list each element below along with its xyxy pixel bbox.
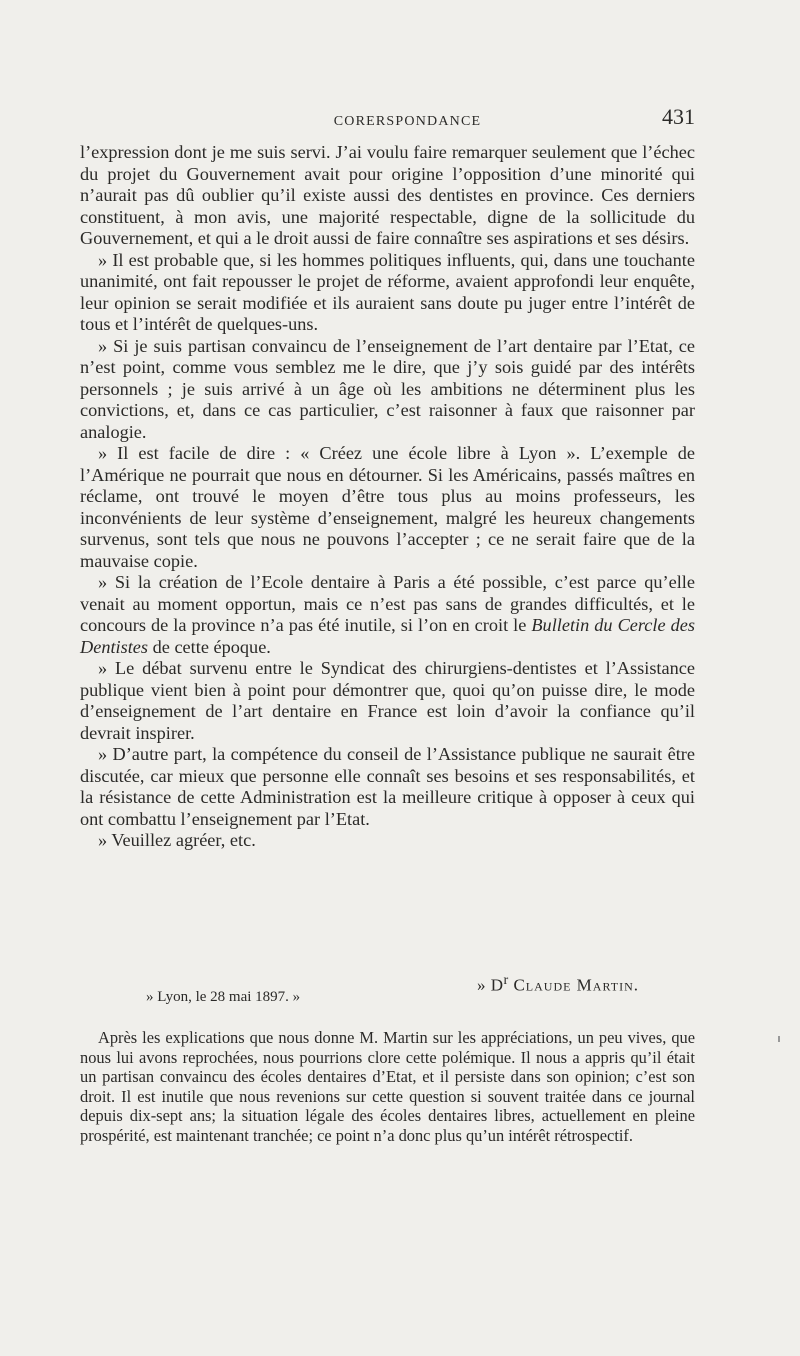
paragraph-2: » Il est probable que, si les hommes politiques influents, qui, dans une touchante unanimité, ont fait repousser le projet de réforme, avaient approfondi leur enquête, leur opinion se serait modifiée et ils auraient sans doute pu juger entre l’intérêt de tous et l’intérêt de quelques-uns.	[80, 249, 695, 334]
paragraph-1: l’expression dont je me suis servi. J’ai voulu faire remarquer seulement que l’échec du projet du Gouvernement avait pour origine l’opposition d’une minorité qui n’aurait pas dû oublier qu’il existe aussi des dentistes en province. Ces derniers constituent, à mon avis, une majorité respectable, digne de la sollicitude du Gouvernement, et qui a le droit aussi de faire connaître ses aspirations et ses désirs.	[80, 142, 695, 248]
margin-mark	[778, 1036, 780, 1042]
journal-title: Bulletin du Cercle des Dentistes	[80, 615, 695, 657]
signature-name	[477, 972, 639, 996]
paragraph-5	[80, 572, 695, 658]
paragraph-5-tail: de cette époque.	[148, 636, 271, 657]
signature-prefix: » D	[476, 975, 504, 995]
letter-body	[80, 142, 695, 852]
running-head: CORERSPONDANCE	[333, 114, 482, 129]
page-header	[80, 104, 695, 134]
paragraph-5-text: » Si la création de l’Ecole dentaire à Paris a été possible, c’est parce qu’elle venait au moment opportun, mais ce n’est pas sans de grandes difficultés, et le concours de la province n’a pas été inutile, si l’on en croit le	[80, 572, 695, 635]
signature-author: Claude Martin.	[513, 975, 639, 995]
paragraph-6: » Le débat survenu entre le Syndicat des chirurgiens-dentistes et l’Assistance publique vient bien à point pour démontrer que, quoi qu’on puisse dire, le mode d’enseignement de l’art dentaire en France est loin d’avoir la confiance qu’il devrait inspirer.	[80, 658, 695, 743]
page-number: 431	[662, 104, 695, 129]
signature-block	[80, 972, 695, 1016]
paragraph-7: » D’autre part, la compétence du conseil de l’Assistance publique ne saurait être discutée, car mieux que personne elle connaît ses besoins et ses responsabilités, et la résistance de cette Administration est la meilleure critique à opposer à ceux qui ont combattu l’enseignement par l’Etat.	[80, 744, 695, 829]
paragraph-3: » Si je suis partisan convaincu de l’enseignement de l’art dentaire par l’Etat, ce n’est point, comme vous semblez me le dire, que j’y sois guidé par des intérêts personnels ; je suis arrivé à un âge où les ambitions ne déterminent plus les convictions, et, dans ce cas particulier, c’est raisonner à faux que raisonner par analogie.	[80, 335, 695, 442]
signature-place-date: » Lyon, le 28 mai 1897. »	[146, 989, 301, 1005]
closing-formula: » Veuillez agréer, etc.	[98, 830, 256, 850]
paragraph-4: » Il est facile de dire : « Créez une école libre à Lyon ». L’exemple de l’Amérique ne pourrait que nous en détourner. Si les Américains, passés maîtres en réclame, ont trouvé le moyen d’être tous plus au moins professeurs, les inconvénients de leur système d’enseignement, malgré les heureux changements survenus, sont tels que nous ne pouvons l’accepter ; ce ne serait faire que de la mauvaise copie.	[80, 443, 695, 571]
signature-title: r	[503, 972, 509, 988]
editor-note-text: Après les explications que nous donne M. Martin sur les appréciations, un peu vives, que nous lui avons reprochées, nous pourrions clore cette polémique. Il nous a appris qu’il était un partisan convaincu des écoles dentaires d’Etat, et il persiste dans son opinion; c’est son droit. Il est inutile que nous revenions sur cette question si souvent traitée dans ce journal depuis dix-sept ans; la situation légale des écoles dentaires libres, actuellement en pleine prospérité, est maintenant tranchée; ce point n’a donc plus qu’un intérêt rétrospectif.	[80, 1028, 695, 1145]
editor-note	[80, 1028, 695, 1145]
